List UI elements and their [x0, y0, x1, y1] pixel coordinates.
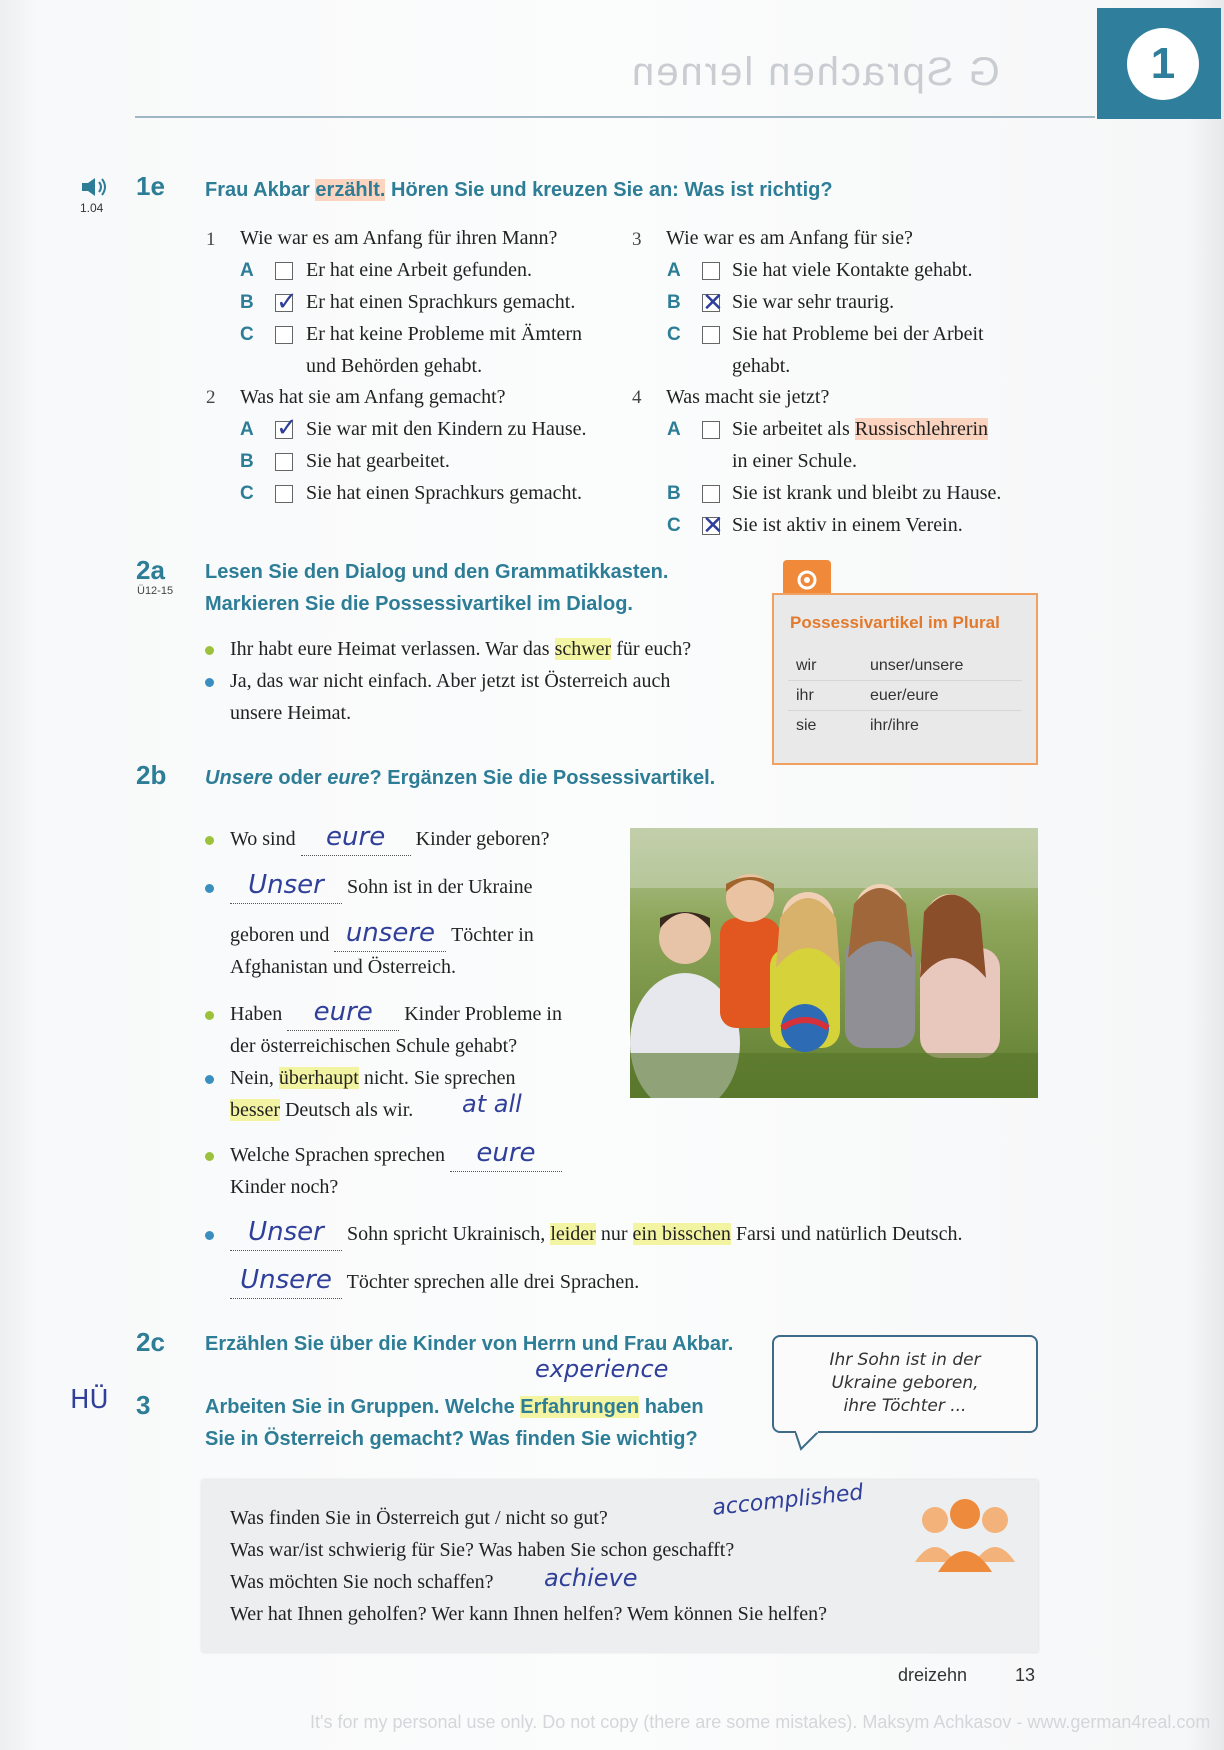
- check-mark-icon: ✓: [276, 412, 298, 442]
- option-text: gehabt.: [732, 355, 791, 377]
- checkbox[interactable]: [275, 326, 293, 344]
- handwritten-answer: eure: [476, 1138, 536, 1168]
- audio-track-number: 1.04: [80, 201, 104, 215]
- dialog-line: Unser Sohn ist in der Ukraine: [230, 871, 533, 904]
- exercise-number-2b: 2b: [136, 760, 167, 790]
- pronoun: ihr: [796, 687, 814, 704]
- option-text: Sie war mit den Kindern zu Hause.: [306, 418, 587, 440]
- dialog-line: Ihr habt eure Heimat verlassen. War das schwer für euch?: [230, 638, 692, 660]
- dialog-line: besser Deutsch als wir.: [230, 1099, 414, 1121]
- exercise-number-1e: 1e: [136, 171, 165, 201]
- question-number: 1: [206, 229, 216, 250]
- option-letter: C: [667, 515, 681, 536]
- speaker-bullet: [205, 1231, 214, 1240]
- exercise-2a-instruction-1: Lesen Sie den Dialog und den Grammatikkasten.: [205, 561, 669, 583]
- handwritten-note: at all: [462, 1090, 522, 1118]
- speech-bubble: [772, 1335, 1038, 1433]
- option-letter: A: [240, 260, 254, 281]
- option-text: Er hat eine Arbeit gefunden.: [306, 259, 533, 281]
- pronoun: sie: [796, 717, 817, 734]
- question-number: 3: [632, 229, 642, 250]
- group-work-icon: [910, 1492, 1020, 1587]
- dialog-line: Afghanistan und Österreich.: [230, 956, 457, 978]
- option-letter: C: [667, 324, 681, 345]
- handwritten-answer: Unser: [248, 870, 324, 900]
- checkbox[interactable]: [702, 485, 720, 503]
- dialog-line: Kinder noch?: [230, 1176, 339, 1198]
- option-text: Er hat keine Probleme mit Ämtern: [306, 323, 583, 345]
- dialog-line: unsere Heimat.: [230, 702, 352, 724]
- checkbox[interactable]: [275, 485, 293, 503]
- exercise-number-2a: 2a: [136, 555, 165, 585]
- ghost-chapter-title: G Sprachen lernen: [630, 50, 1000, 94]
- grammar-row: [788, 651, 1022, 681]
- speaker-bullet: [205, 678, 214, 687]
- pronoun: wir: [796, 657, 817, 674]
- dialog-line: Haben eure Kinder Probleme in: [230, 998, 562, 1031]
- option-text: Sie ist aktiv in einem Verein.: [732, 514, 963, 536]
- cross-mark-icon: ✕: [702, 287, 724, 317]
- speech-bubble-tail: [795, 1431, 825, 1456]
- dialog-line: der österreichischen Schule gehabt?: [230, 1035, 518, 1057]
- speaker-bullet: [205, 884, 214, 893]
- check-mark-icon: ✓: [276, 286, 298, 316]
- option-text: Sie hat viele Kontakte gehabt.: [732, 259, 973, 281]
- checkbox[interactable]: [275, 262, 293, 280]
- question-text: Wie war es am Anfang für ihren Mann?: [240, 227, 558, 249]
- possessive-article: unser/unsere: [870, 657, 964, 674]
- possessive-article: euer/eure: [870, 687, 939, 704]
- checkbox[interactable]: [702, 262, 720, 280]
- discussion-question: Was war/ist schwierig für Sie? Was haben Sie schon geschafft?: [230, 1539, 735, 1561]
- header-rule: [135, 116, 1095, 118]
- handwritten-note: achieve: [544, 1564, 638, 1592]
- discussion-question: Was möchten Sie noch schaffen?: [230, 1571, 494, 1593]
- dialog-line: Unsere Töchter sprechen alle drei Sprachen.: [230, 1266, 639, 1299]
- handwritten-answer: eure: [326, 822, 386, 852]
- speaker-bullet: [205, 836, 214, 845]
- option-letter: C: [240, 324, 254, 345]
- dialog-line: geboren und unsere Töchter in: [230, 919, 534, 952]
- option-text: Sie hat gearbeitet.: [306, 450, 450, 472]
- exercise-2c-instruction: Erzählen Sie über die Kinder von Herrn und Frau Akbar.: [205, 1333, 734, 1355]
- cross-mark-icon: ✕: [702, 510, 724, 540]
- handwritten-note: accomplished: [711, 1480, 865, 1521]
- handwritten-answer: unsere: [345, 918, 436, 948]
- speaker-bullet: [205, 1011, 214, 1020]
- option-letter: B: [667, 483, 681, 504]
- question-text: Wie war es am Anfang für sie?: [666, 227, 913, 249]
- checkbox[interactable]: [702, 421, 720, 439]
- grammar-row: [788, 681, 1022, 711]
- grammar-box: [772, 593, 1038, 765]
- dialog-line: Wo sind eure Kinder geboren?: [230, 823, 549, 856]
- watermark-text: It's for my personal use only. Do not copy (there are some mistakes). Maksym Achkasov - www.german4real.com: [310, 1712, 1211, 1732]
- option-text: und Behörden gehabt.: [306, 355, 483, 377]
- discussion-question: Wer hat Ihnen geholfen? Wer kann Ihnen helfen? Wem können Sie helfen?: [230, 1603, 827, 1625]
- page-number-word: dreizehn: [898, 1665, 968, 1685]
- dialog-line: Nein, überhaupt nicht. Sie sprechen: [230, 1067, 516, 1089]
- speaker-bullet: [205, 1075, 214, 1084]
- option-text: Er hat einen Sprachkurs gemacht.: [306, 291, 576, 313]
- option-text: Sie hat Probleme bei der Arbeit: [732, 323, 984, 345]
- option-text: in einer Schule.: [732, 450, 857, 472]
- page-number: 13: [1015, 1665, 1036, 1685]
- exercise-1e-instruction: Frau Akbar erzählt. Hören Sie und kreuzen Sie an: Was ist richtig?: [205, 179, 833, 201]
- option-text: Sie ist krank und bleibt zu Hause.: [732, 482, 1002, 504]
- question-number: 2: [206, 387, 216, 408]
- handwritten-answer: eure: [313, 997, 373, 1027]
- option-letter: C: [240, 483, 254, 504]
- discussion-questions-box: [202, 1480, 1038, 1652]
- option-letter: A: [667, 260, 681, 281]
- option-text: Sie war sehr traurig.: [732, 291, 895, 313]
- chapter-number: 1: [1127, 28, 1199, 100]
- option-letter: B: [667, 292, 681, 313]
- handwritten-note: experience: [535, 1355, 669, 1383]
- question-text: Was hat sie am Anfang gemacht?: [240, 386, 506, 408]
- exercise-3-instruction-1: Arbeiten Sie in Gruppen. Welche Erfahrungen haben: [205, 1396, 704, 1418]
- exercise-2b-instruction: Unsere oder eure? Ergänzen Sie die Possessivartikel.: [205, 767, 716, 789]
- grammar-box-title: Possessivartikel im Plural: [790, 613, 1000, 632]
- handwritten-answer: Unser: [248, 1217, 324, 1247]
- workbook-reference: Ü12-15: [137, 585, 174, 597]
- discussion-question: Was finden Sie in Österreich gut / nicht so gut?: [230, 1507, 608, 1529]
- dialog-line: Unser Sohn spricht Ukrainisch, leider nur ein bisschen Farsi und natürlich Deutsch.: [230, 1218, 962, 1251]
- option-letter: A: [667, 419, 681, 440]
- option-text: Sie arbeitet als Russischlehrerin: [732, 418, 989, 440]
- option-letter: B: [240, 451, 254, 472]
- checkbox[interactable]: [702, 326, 720, 344]
- question-number: 4: [632, 387, 642, 408]
- handwritten-answer: Unsere: [240, 1265, 332, 1295]
- speaker-bullet: [205, 1152, 214, 1161]
- exercise-2a-instruction-2: Markieren Sie die Possessivartikel im Dialog.: [205, 593, 633, 615]
- speaker-icon[interactable]: [80, 176, 110, 203]
- grammar-row: [788, 711, 1022, 741]
- possessive-article: ihr/ihre: [870, 717, 919, 734]
- homework-note: HÜ: [70, 1385, 109, 1415]
- exercise-number-3: 3: [136, 1390, 151, 1420]
- checkbox[interactable]: [275, 453, 293, 471]
- dialog-line: Ja, das war nicht einfach. Aber jetzt ist Österreich auch: [230, 670, 671, 692]
- speaker-bullet: [205, 646, 214, 655]
- exercise-3-instruction-2: Sie in Österreich gemacht? Was finden Sie wichtig?: [205, 1428, 698, 1450]
- question-text: Was macht sie jetzt?: [666, 386, 830, 408]
- dialog-line: Welche Sprachen sprechen eure: [230, 1139, 562, 1172]
- option-letter: A: [240, 419, 254, 440]
- option-text: Sie hat einen Sprachkurs gemacht.: [306, 482, 583, 504]
- speech-bubble-text: Ihr Sohn ist in der Ukraine geboren, ihre Töchter ...: [829, 1350, 981, 1416]
- option-letter: B: [240, 292, 254, 313]
- exercise-number-2c: 2c: [136, 1327, 165, 1357]
- children-photo: [630, 828, 1038, 1098]
